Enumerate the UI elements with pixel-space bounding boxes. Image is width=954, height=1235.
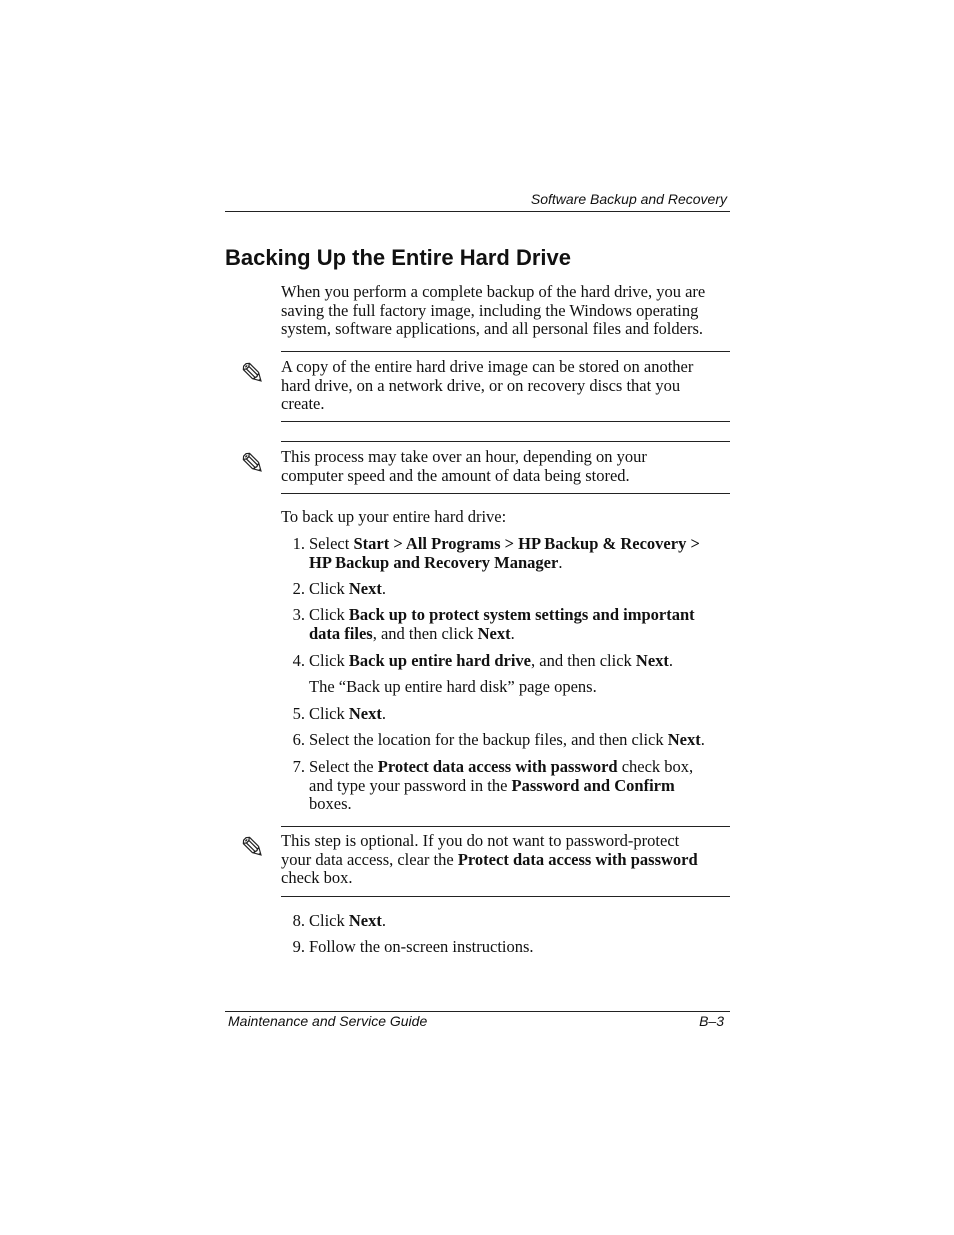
running-header: Software Backup and Recovery: [530, 191, 727, 207]
note-1-top-rule: [281, 351, 730, 352]
list-item: 6. Select the location for the backup files, and then click Next.: [292, 730, 705, 749]
lead-sentence: To back up your entire hard drive:: [281, 507, 507, 526]
list-item: 9. Follow the on-screen instructions.: [292, 937, 534, 956]
pencil-note-icon: ✎: [240, 447, 266, 482]
footer-title: Maintenance and Service Guide: [228, 1013, 428, 1029]
note-2-top-rule: [281, 441, 730, 442]
intro-paragraph: When you perform a complete backup of the hard drive, you are saving the full factory image, including the Windows operating system, software applications, and all personal files and folders.: [281, 282, 706, 339]
page-title: Backing Up the Entire Hard Drive: [225, 245, 571, 270]
list-item: 2. Click Next.: [292, 579, 386, 598]
page-number: B–3: [699, 1013, 724, 1029]
list-item: 5. Click Next.: [292, 704, 386, 723]
note-3-bottom-rule: [281, 896, 730, 897]
note-1-text: A copy of the entire hard drive image can be stored on another hard drive, on a network drive, or on recovery discs that you create.: [281, 357, 694, 414]
note-3-top-rule: [281, 826, 730, 827]
note-2-bottom-rule: [281, 493, 730, 494]
pencil-note-icon: ✎: [240, 831, 266, 866]
header-rule: [225, 211, 730, 212]
step-4-result: The “Back up entire hard disk” page opens.: [309, 677, 597, 696]
note-3-text: This step is optional. If you do not want to password-protect your data access, clear the Protect data access with password check box.: [281, 831, 698, 888]
list-item: 8. Click Next.: [292, 911, 386, 930]
list-item: 3. Click Back up to protect system settings and important data files, and then click Next.: [292, 605, 695, 643]
list-item: 7. Select the Protect data access with password check box, and type your password in the Password and Confirm boxes.: [292, 757, 694, 814]
note-1-bottom-rule: [281, 421, 730, 422]
note-2-text: This process may take over an hour, depending on your computer speed and the amount of data being stored.: [281, 447, 647, 485]
footer-rule: [225, 1011, 730, 1012]
pencil-note-icon: ✎: [240, 357, 266, 392]
list-item: 1. Select Start > All Programs > HP Backup & Recovery > HP Backup and Recovery Manager.: [292, 534, 700, 572]
list-item: 4. Click Back up entire hard drive, and then click Next.: [292, 651, 674, 670]
